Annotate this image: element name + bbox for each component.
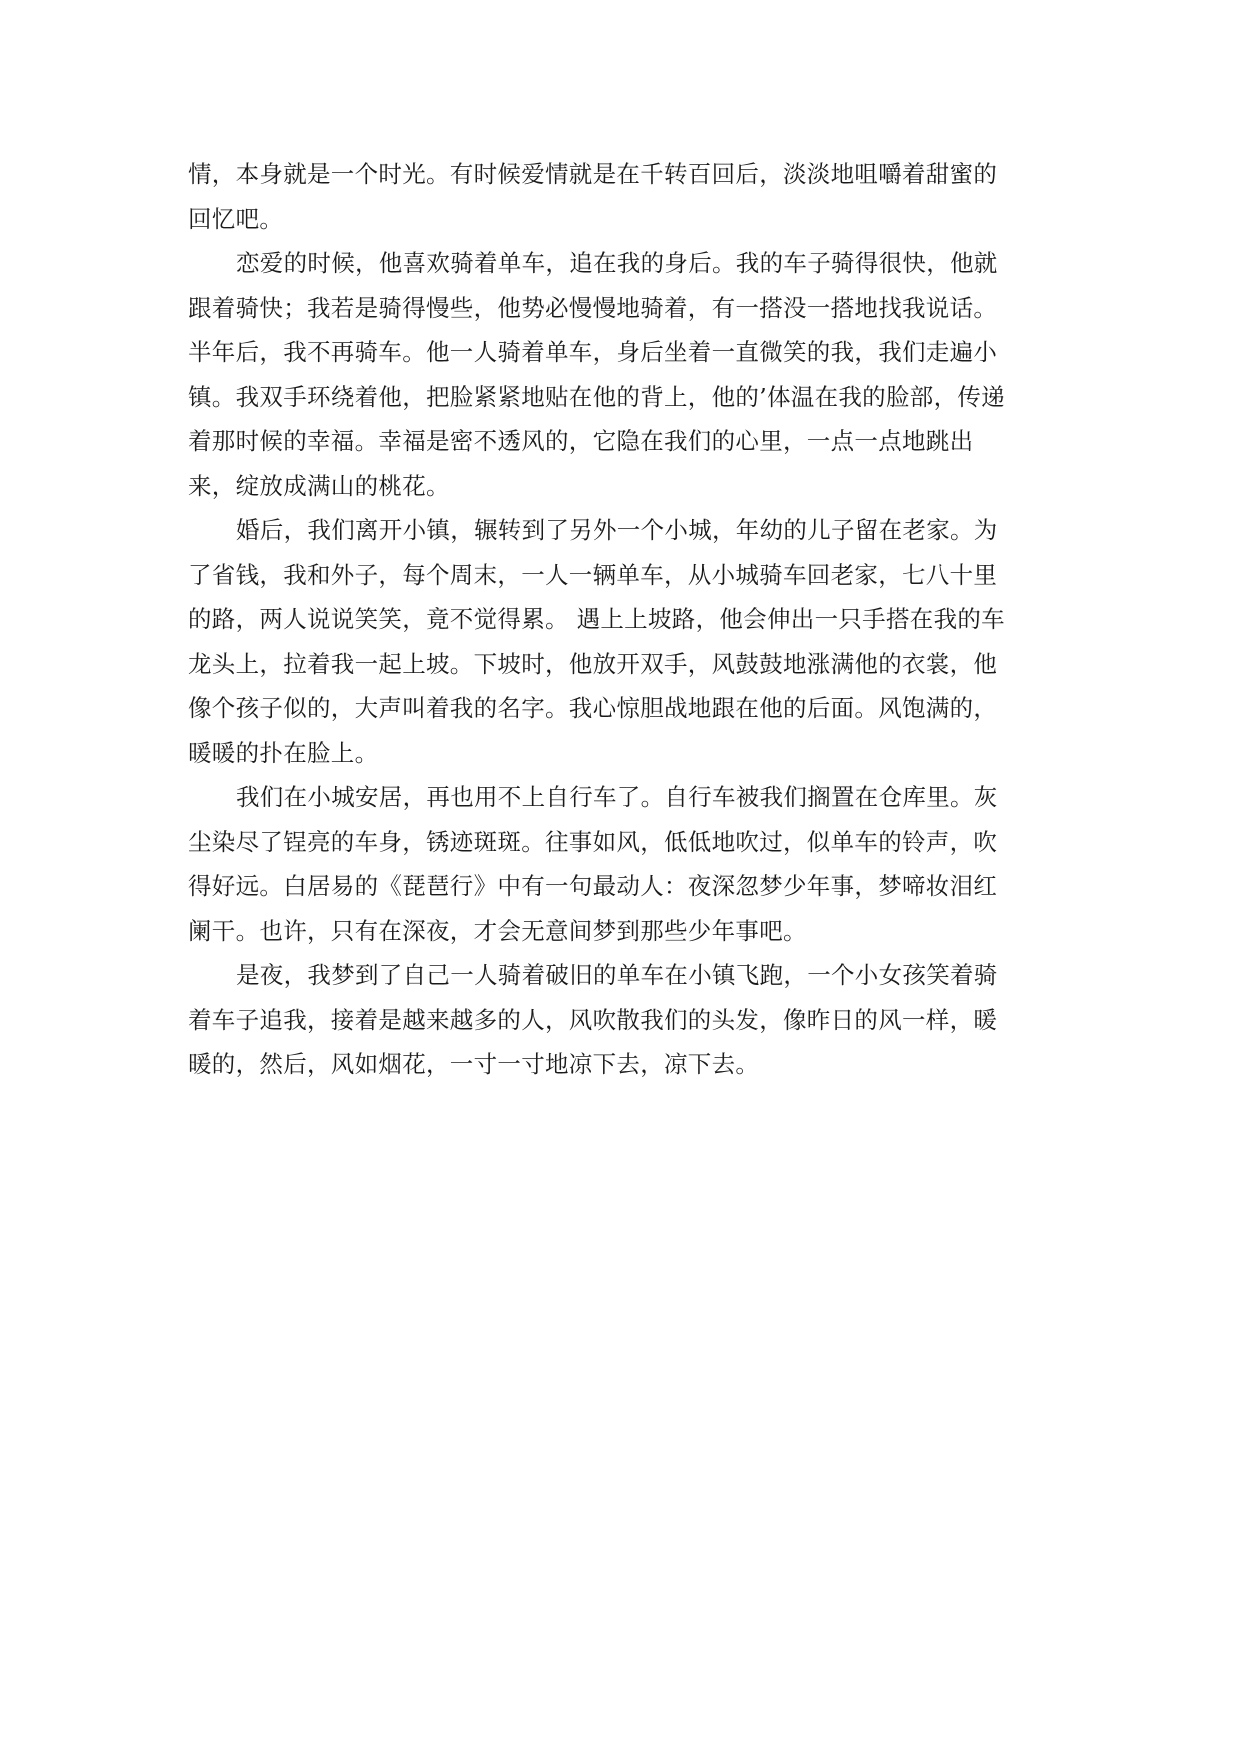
text-line: 着那时候的幸福。幸福是密不透风的，它隐在我们的心里，一点一点地跳出 <box>188 427 974 455</box>
text-line: 来，绽放成满山的桃花。 <box>188 471 450 500</box>
paragraph <box>188 953 1058 1087</box>
text-line: 镇。我双手环绕着他，把脸紧紧地贴在他的背上，他的’体温在我的脸部，传递 <box>188 382 1005 411</box>
text-line: 的路，两人说说笑笑，竟不觉得累。 遇上上坡路，他会伸出一只手搭在我的车 <box>188 605 1005 633</box>
text-line: 暖的，然后，风如烟花，一寸一寸地凉下去，凉下去。 <box>188 1050 760 1078</box>
paragraph <box>188 152 1058 241</box>
text-line: 婚后，我们离开小镇，辗转到了另外一个小城，年幼的儿子留在老家。为 <box>236 516 998 544</box>
text-line: 是夜，我梦到了自己一人骑着破旧的单车在小镇飞跑，一个小女孩笑着骑 <box>236 961 998 989</box>
text-line: 尘染尽了锃亮的车身，锈迹斑斑。往事如风，低低地吹过，似单车的铃声，吹 <box>188 827 998 856</box>
text-line: 阑干。也许，只有在深夜，才会无意间梦到那些少年事吧。 <box>188 916 807 945</box>
text-line: 像个孩子似的，大声叫着我的名字。我心惊胆战地跟在他的后面。风饱满的， <box>188 694 998 722</box>
text-line: 着车子追我，接着是越来越多的人，风吹散我们的头发，像昨日的风一样，暖 <box>188 1005 998 1034</box>
text-line: 半年后，我不再骑车。他一人骑着单车，身后坐着一直微笑的我，我们走遍小 <box>188 338 998 366</box>
text-line: 得好远。白居易的《琵琶行》中有一句最动人：夜深忽梦少年事，梦啼妆泪红 <box>188 872 998 900</box>
document-body <box>188 152 1058 1087</box>
text-line: 我们在小城安居，再也用不上自行车了。自行车被我们搁置在仓库里。灰 <box>236 783 998 811</box>
paragraph <box>188 241 1058 508</box>
text-line: 回忆吧。 <box>188 204 284 233</box>
text-line: 龙头上，拉着我一起上坡。下坡时，他放开双手，风鼓鼓地涨满他的衣裳，他 <box>188 649 998 678</box>
text-line: 情，本身就是一个时光。有时候爱情就是在千转百回后，淡淡地咀嚼着甜蜜的 <box>188 160 998 188</box>
paragraph <box>188 508 1058 775</box>
text-line: 了省钱，我和外子，每个周末，一人一辆单车，从小城骑车回老家，七八十里 <box>188 560 998 589</box>
text-line: 跟着骑快；我若是骑得慢些，他势必慢慢地骑着，有一搭没一搭地找我说话。 <box>188 293 998 322</box>
text-line: 暖暖的扑在脸上。 <box>188 738 379 767</box>
text-line: 恋爱的时候，他喜欢骑着单车，追在我的身后。我的车子骑得很快，他就 <box>236 249 998 277</box>
paragraph <box>188 775 1058 953</box>
